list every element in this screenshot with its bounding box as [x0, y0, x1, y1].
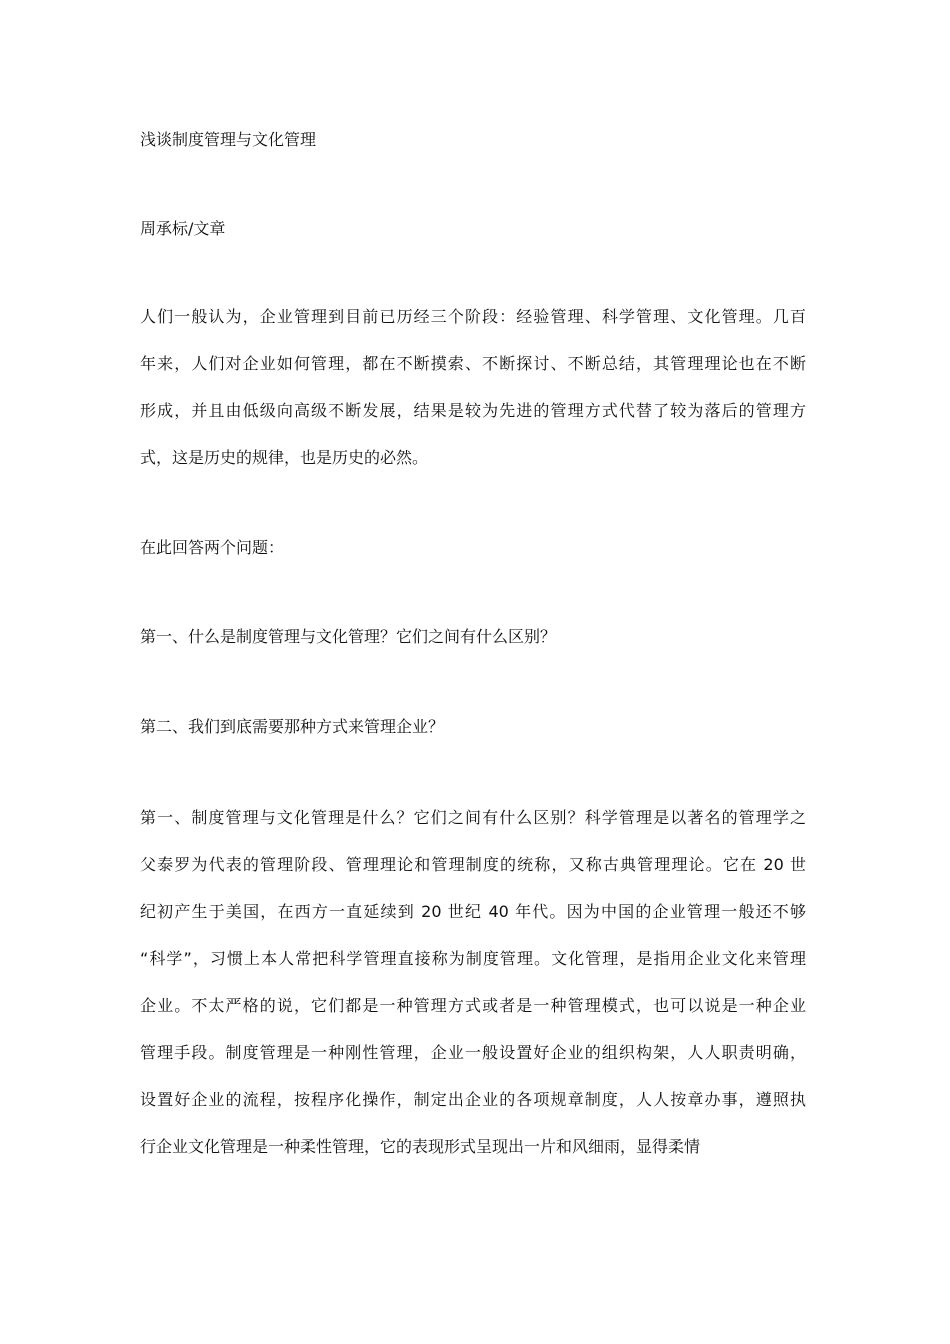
document-title: 浅谈制度管理与文化管理 — [140, 130, 317, 149]
intro-paragraph — [140, 293, 806, 481]
paragraph-line: 式，这是历史的规律，也是历史的必然。 — [140, 448, 429, 467]
paragraph-line: 形成，并且由低级向高级不断发展，结果是较为先进的管理方式代替了较为落后的管理方 — [140, 401, 806, 420]
paragraph-line: 行企业文化管理是一种柔性管理，它的表现形式呈现出一片和风细雨，显得柔情 — [140, 1137, 701, 1156]
paragraph-line: 第一、制度管理与文化管理是什么？它们之间有什么区别？科学管理是以著名的管理学之 — [140, 808, 806, 827]
paragraph-line: 年来，人们对企业如何管理，都在不断摸索、不断探讨、不断总结，其管理理论也在不断 — [140, 354, 806, 373]
question-one: 第一、什么是制度管理与文化管理？它们之间有什么区别？ — [140, 627, 557, 646]
questions-intro: 在此回答两个问题： — [140, 538, 285, 557]
body-paragraph — [140, 794, 806, 1170]
question-two: 第二、我们到底需要那种方式来管理企业？ — [140, 717, 445, 736]
paragraph-line: 纪初产生于美国，在西方一直延续到 20 世纪 40 年代。因为中国的企业管理一般还不够 — [140, 902, 806, 921]
paragraph-line: 人们一般认为，企业管理到目前已历经三个阶段：经验管理、科学管理、文化管理。几百 — [140, 307, 806, 326]
paragraph-line: “科学”，习惯上本人常把科学管理直接称为制度管理。文化管理，是指用企业文化来管理 — [140, 949, 806, 968]
author-line: 周承标/文章 — [140, 219, 226, 238]
paragraph-line: 管理手段。制度管理是一种刚性管理，企业一般设置好企业的组织构架，人人职责明确， — [140, 1043, 806, 1062]
paragraph-line: 父泰罗为代表的管理阶段、管理理论和管理制度的统称，又称古典管理理论。它在 20 世 — [140, 855, 806, 874]
paragraph-line: 设置好企业的流程，按程序化操作，制定出企业的各项规章制度，人人按章办事，遵照执 — [140, 1090, 806, 1109]
paragraph-line: 企业。不太严格的说，它们都是一种管理方式或者是一种管理模式，也可以说是一种企业 — [140, 996, 806, 1015]
